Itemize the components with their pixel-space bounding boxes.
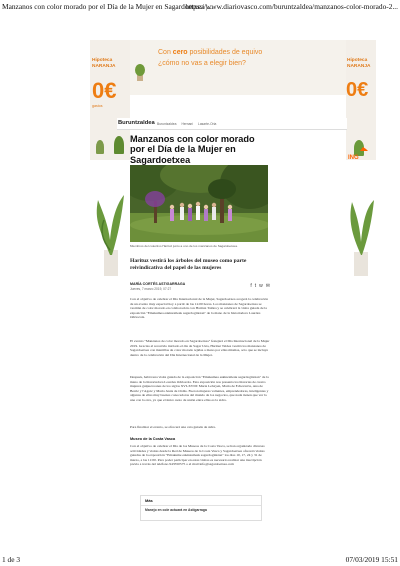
nav-item-buruntzaldea[interactable]: Buruntzaldea: [157, 122, 177, 126]
print-datetime: 07/03/2019 15:51: [345, 555, 398, 564]
whatsapp-icon[interactable]: w: [259, 283, 263, 289]
related-title: Más: [145, 498, 153, 503]
print-header: [0, 0, 400, 12]
nav-item-lasarte-oria[interactable]: Lasarte-Oria: [197, 122, 217, 126]
facebook-icon[interactable]: f: [250, 283, 252, 289]
article-paragraph: Para finalizar el evento, se ofrecerá una cata guiada de sidra.: [130, 425, 216, 429]
ad-left-line2: NARANJA: [92, 63, 116, 69]
byline-row: [130, 282, 270, 294]
site-logo[interactable]: Buruntzaldea: [118, 120, 155, 126]
ad-top-line1: Con cero posibilidades de equivo: [158, 49, 263, 56]
article-photo[interactable]: [130, 165, 268, 242]
divider: [141, 505, 261, 506]
tree-icon: [346, 160, 376, 280]
article-headline: Manzanos con color morado por el Día de la Mujer en Sagardoetxea: [130, 134, 255, 165]
ad-right-line1: Hipoteca: [347, 58, 368, 63]
article-paragraph: Con el objetivo de celebrar el Día Internacional de la Mujer, Sagardoetxea acogerá la celebración de un evento muy especial hoy a partir de las 12.00 horas. Los manzanos de Sagardoetxea se vestirán de color morado en colaboración con Harituz Taldea y se celebrará la visita guiada de la exposición "Emakumea eskinzaileak sagardogintzan" de la mano de la historiadora Lourdes Odriozola.: [130, 297, 269, 320]
ad-banner-top[interactable]: [130, 40, 346, 95]
ing-logo[interactable]: [348, 146, 368, 160]
plant-icon: [114, 136, 124, 154]
print-page-url[interactable]: https://www.diariovasco.com/buruntzaldea/manzanos-color-morado-2...: [185, 2, 398, 11]
site-nav: [157, 122, 216, 126]
photo-caption: Miembros del colectivo Harituz junto a uno de los manzanos de Sagardoetxea.: [130, 244, 238, 248]
article-subtitle: Harituz vestirá los árboles del museo como parte reivindicativa del papel de las mujeres: [130, 258, 247, 271]
ad-right-line2: NARANJA: [347, 63, 371, 69]
article-date: Jueves, 7 marzo 2019, 07:27: [130, 287, 172, 291]
tree-icon: [90, 160, 130, 280]
photo-image: [130, 165, 268, 242]
print-page-title: Manzanos con color morado por el Día de la Mujer en Sagardoetxea |...: [2, 2, 214, 11]
share-bar: [250, 283, 270, 289]
nav-item-hernani[interactable]: Hernani: [181, 122, 193, 126]
twitter-icon[interactable]: t: [254, 283, 257, 289]
ad-plant-right: [346, 160, 376, 280]
ad-banner-left[interactable]: [90, 40, 130, 160]
ad-left-price: 0€: [92, 78, 117, 103]
related-box: [140, 495, 262, 521]
article-header: [130, 134, 270, 165]
ad-banner-right[interactable]: [346, 40, 376, 160]
ad-plant-left: [90, 160, 130, 280]
article-paragraph: Con el objetivo de celebrar el Día de los Museos de la Costa Vasca, se han organizado diversas actividades y visitas desde la Red de Museos de la Costa Vasca y Sagardoetxea ofrecerá visitas guiadas de la exposición "Emakume eskinzaileak sagardogintzan" los días 10, 17, 24 y 31 de marzo, a las 11:00. Para poder participar en estas visitas es necesario realizar una inscripción previa a través del teléfono 943550575 o el mail info@sagardoetxea.com: [130, 444, 265, 467]
ing-logo-text: ING: [348, 155, 359, 161]
print-page-number: 1 de 3: [2, 555, 21, 564]
plant-icon: [96, 140, 104, 154]
print-footer: [0, 554, 400, 566]
ad-right-price: 0€: [346, 79, 369, 101]
section-title: Museo de la Costa Vasca: [130, 437, 176, 441]
ad-left-small: gastos: [92, 104, 103, 108]
ad-left-line1: Hipoteca: [92, 58, 113, 63]
email-icon[interactable]: ✉: [265, 283, 270, 289]
related-link[interactable]: Manejo en cole actuará en Astigarraga: [145, 508, 207, 512]
article-paragraph: El evento "Manzanos de color morado en Sagardoetxea" festejará el Día Internacional de la Mujer 2019. Gracias al recorrido iniciado el día de Sagar Usta, Harituz Taldea vestirá los manzanos de Sagardoetxea con mantillas de color morado tejidas a mano por ellas mismas, acto que se incluye dentro de la celebración del Día Internacional de la Mujer.: [130, 339, 270, 357]
article-author[interactable]: MARÍA CORTÉS ASTIGARRAGA: [130, 282, 186, 286]
plant-icon: [134, 62, 146, 82]
article-paragraph: Después, habrá una visita guiada de la exposición "Emakumea eskinzaileak sagardogintzan" de la mano de la historiadora Lourdes Odriozola. Esta exposición nos presenta los historias de cuatro mujeres guipuzcoanas de los siglos XVI-XVIII: María Lebayen, María de Echevarria, Ana de Berriz y l'Agoiz y María Jesús de Ordás. Fueron mujeres valientes, emprendedoras, inteligentes y algunas de ellas muy buenas conocedoras del mundo de los negocios, que nada tienen que ver la una con la otra, ya que el único nexo de unión entre ellas es la sidra.: [130, 375, 269, 402]
lion-icon: [360, 147, 368, 152]
site-header: [117, 118, 347, 130]
ad-top-line2: ¿cómo no vas a elegir bien?: [158, 60, 246, 67]
